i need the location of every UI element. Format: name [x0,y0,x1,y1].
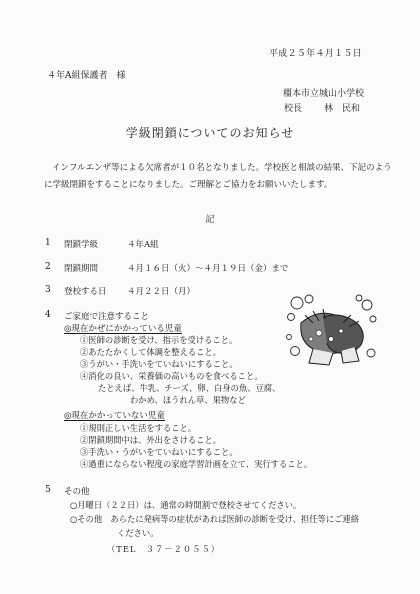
other-number: 5 [45,485,51,495]
item-1-number: 1 [45,238,51,248]
group2-line-2: ②閉鎖期間中は、外出をさけること。 [80,435,222,445]
recipient: ４年A組保護者 様 [47,71,126,81]
group2-line-4: ④過重にならない程度の家庭学習計画を立て、実行すること。 [80,459,313,469]
group1-line-1: ①医師の診断を受け、指示を受けること。 [80,335,238,345]
other-line-2b: ください。 [117,528,159,538]
group2-line-1: ①規則正しい生活をすること。 [80,423,197,433]
other-line-2a: ○その他 あらたに発病等の症状があれば医師の診断を受け、担任等にご連絡 [70,514,360,524]
group1-line-3: ③うがい・手洗いをていねいにすること。 [80,359,238,369]
principal-line [284,101,360,114]
group1-line-2: ②あたたかくして体調を整えること。 [80,347,222,357]
ki-heading: 記 [205,215,215,225]
item-3-number: 3 [45,285,51,295]
issue-date: 平成２５年４月１５日 [268,49,362,59]
other-line-1: ○月曜日（２２日）は、通常の時間割で登校させてください。 [70,500,302,510]
handwashing-illustration [283,293,381,371]
item-3-label: 登校する日 [64,287,107,297]
intro-paragraph: インフルエンザ等による欠席者が１０名となりました。学校医と相談の結果、下記のように学級閉鎖をすることになりました。ご理解とご協力をお願いいたします。 [44,163,392,190]
group1-line-4: ④消化の良い、栄養価の高いものを食べること。 [80,371,263,381]
group1-line-5: たとえば、牛乳、チーズ、卵、白身の魚、豆腐、 [98,383,281,393]
item-2-label: 閉鎖期間 [64,264,99,274]
item-3-value: ４月２２日（月） [127,287,196,297]
principal-name: 林 民和 [323,104,360,114]
page-title: 学級閉鎖についてのお知らせ [125,126,295,140]
item-2-value: ４月１６日（火）～４月１９日（金）まで [127,264,289,274]
notes-number: 4 [45,310,51,320]
group2-title: ◎現在かかっていない児童 [64,411,165,421]
group1-line-6: わかめ、ほうれん草、果物など [130,395,246,405]
principal-title: 校長 [283,104,302,114]
group2-line-3: ③手洗い・うがいをていねいにすること。 [80,447,238,457]
notes-heading: ご家庭で注意すること [64,312,150,322]
item-1-label: 閉鎖学級 [64,240,99,250]
contact-phone: （TEL ３７－２０５５） [107,544,221,554]
group1-title: ◎現在かぜにかかっている児童 [64,324,182,334]
item-1-value: ４年A組 [127,240,159,250]
item-2-number: 2 [45,262,51,272]
school-name: 橿本市立城山小学校 [282,89,364,99]
other-heading: その他 [64,487,90,497]
